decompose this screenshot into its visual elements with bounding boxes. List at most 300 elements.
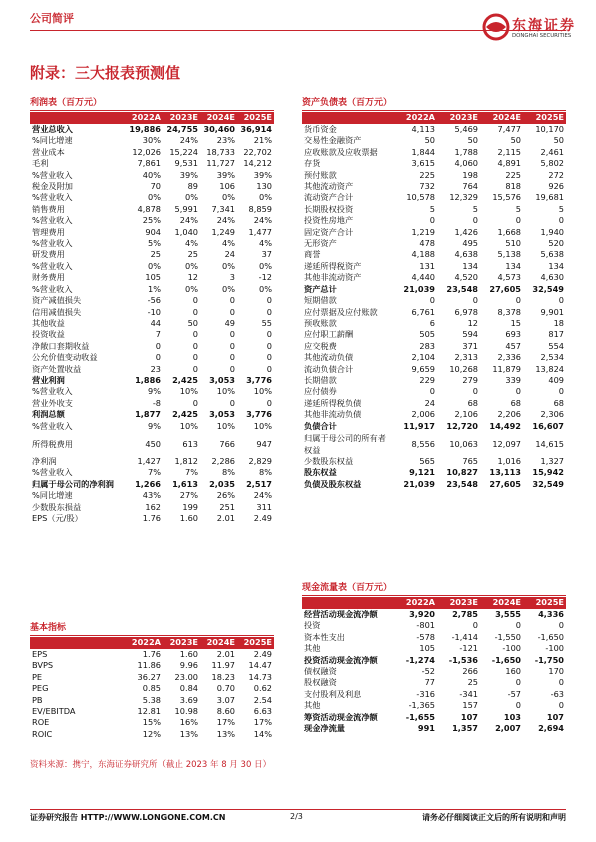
year-header-cell: 2022A [394,112,437,124]
value-cell: 0% [148,260,161,271]
value-cell: 0 [155,352,161,363]
value-cell: 0 [515,386,521,397]
value-cell: 4,520 [454,272,478,283]
value-cell: 0 [429,215,435,226]
table-header-row [302,597,566,609]
row-label: 投资活动现金流净额 [304,654,378,665]
table-row [302,467,566,478]
row-label: 支付股利及利息 [304,688,362,699]
value-cell: 23,548 [446,283,478,294]
row-label: 预收账款 [304,317,337,328]
table-row [302,677,566,688]
row-label: 研发费用 [32,249,65,260]
row-label: 其他非流动资产 [304,272,362,283]
value-cell: 8,859 [248,203,272,214]
value-cell: 3,615 [411,158,435,169]
table-row [30,204,274,215]
value-cell: 2,534 [540,352,564,363]
value-cell: 70 [150,181,161,192]
row-label: 资产减值损失 [32,295,82,306]
value-cell: 7,477 [497,124,521,134]
value-cell: 0 [229,363,235,374]
value-cell: 2.49 [253,513,272,523]
year-header-cell: 2024E [200,637,237,649]
value-cell: 12,097 [492,438,521,449]
value-cell: 2,461 [540,146,564,157]
value-cell: 818 [505,181,521,192]
company-logo [482,13,578,47]
table-row [302,421,566,432]
row-label: 资产总计 [304,283,337,294]
table-row [30,215,274,226]
row-label: 其他非流动负债 [304,409,362,420]
value-cell: 0 [429,386,435,397]
value-cell: 1,877 [135,409,161,420]
value-cell: 1.60 [179,649,198,659]
value-cell: 565 [419,455,435,466]
value-cell: 0 [515,620,521,631]
value-cell: 1.60 [179,513,198,523]
value-cell: -1,550 [494,631,521,642]
row-label: EV/EBITDA [32,706,76,717]
value-cell: 1,940 [540,226,564,237]
table-row [302,147,566,158]
value-cell: 24% [179,215,198,226]
value-cell: 10% [253,386,272,397]
balance-title-rule [302,110,566,111]
row-label: 税金及附加 [32,181,73,192]
table-row [30,329,274,340]
value-cell: 11.97 [211,660,235,671]
value-cell: 68 [553,397,564,408]
value-cell: 12,720 [446,420,478,431]
value-cell: 2,694 [538,723,564,734]
year-header-cell: 2022A [126,112,163,124]
row-label: 应收账款及应收票据 [304,146,378,157]
value-cell: 10% [179,386,198,397]
year-header-cell: 2024E [480,597,523,609]
value-cell: 1,668 [497,226,521,237]
value-cell: 0 [155,340,161,351]
row-label: 其他 [304,643,321,654]
row-label: %营业收入 [32,215,73,226]
table-row [302,192,566,203]
value-cell: 251 [219,501,235,512]
value-cell: 478 [419,238,435,249]
value-cell: 50 [187,317,198,328]
value-cell: 23.00 [174,671,198,682]
value-cell: 24% [253,215,272,226]
value-cell: 0.70 [216,683,235,694]
table-row [30,729,274,740]
value-cell: 4% [185,238,198,249]
footer-disclaimer: 请务必仔细阅读正文后的所有说明和声明 [422,813,566,822]
table-row [30,341,274,352]
value-cell: 11.86 [137,660,161,671]
value-cell: 409 [548,374,564,385]
value-cell: 229 [419,374,435,385]
value-cell: 10,578 [406,192,435,203]
table-row [30,135,274,146]
value-cell: 4,060 [454,158,478,169]
value-cell: 0 [472,620,478,631]
value-cell: 5 [515,203,521,214]
value-cell: 1.76 [142,649,161,659]
value-cell: 134 [548,260,564,271]
value-cell: 2,115 [497,146,521,157]
cashflow-title-rule [302,595,566,596]
value-cell: 3,776 [246,374,272,385]
row-label: 经营活动现金流净额 [304,609,378,619]
value-cell: 16,607 [532,420,564,431]
row-label: EPS [32,649,48,659]
value-cell: 0 [266,352,272,363]
value-cell: 2,206 [497,409,521,420]
row-label: BVPS [32,660,54,671]
table-row [30,318,274,329]
row-label: 其他流动资产 [304,181,354,192]
value-cell: 32,549 [532,283,564,294]
row-label: 资本性支出 [304,631,345,642]
table-row [302,170,566,181]
table-row [302,632,566,643]
value-cell: 311 [256,501,272,512]
value-cell: 2,313 [454,352,478,363]
value-cell: 4,336 [538,609,564,619]
value-cell: 554 [548,340,564,351]
table-row [30,717,274,728]
value-cell: 50 [467,135,478,146]
value-cell: 19,681 [535,192,564,203]
header-blank-cell [30,637,126,649]
indicators-title-rule [30,635,274,636]
value-cell: 7,341 [211,203,235,214]
row-label: ROE [32,717,50,728]
value-cell: 225 [505,169,521,180]
value-cell: 55 [261,317,272,328]
value-cell: 0% [259,260,272,271]
table-row [302,124,566,135]
value-cell: 4,878 [137,203,161,214]
row-label: PB [32,694,43,705]
value-cell: 613 [182,438,198,449]
income-statement-title: 利润表（百万元） [30,98,103,108]
value-cell: 0 [558,620,564,631]
value-cell: 24% [179,135,198,146]
year-header-cell: 2025E [523,597,566,609]
table-row [302,432,566,456]
table-row [30,502,274,513]
value-cell: 3,555 [495,609,521,619]
logo-text-cn: 东海证券 [512,18,576,34]
table-row [302,352,566,363]
value-cell: -1,274 [405,654,435,665]
value-cell: 21,039 [403,283,435,294]
year-header-cell: 2024E [480,112,523,124]
table-row [302,456,566,467]
row-label: %营业收入 [32,260,73,271]
value-cell: 0.84 [179,683,198,694]
row-label: 投资收益 [32,329,65,340]
value-cell: 50 [510,135,521,146]
value-cell: 2,785 [452,609,478,619]
row-label: %营业收入 [32,169,73,180]
value-cell: 1,249 [211,226,235,237]
value-cell: 50 [424,135,435,146]
value-cell: 10,827 [446,467,478,478]
logo-mark-icon [482,13,510,41]
year-header-cell: 2022A [394,597,437,609]
value-cell: -8 [152,397,161,408]
value-cell: 10,170 [535,124,564,134]
value-cell: 0% [148,192,161,203]
header-blank-cell [302,597,394,609]
value-cell: -1,414 [451,631,478,642]
value-cell: 50 [553,135,564,146]
value-cell: 4% [259,238,272,249]
value-cell: 0 [558,215,564,226]
value-cell: 10% [253,420,272,431]
value-cell: 18.23 [211,671,235,682]
row-label: 信用减值损失 [32,306,82,317]
value-cell: 5,469 [454,124,478,134]
value-cell: 5 [429,203,435,214]
value-cell: 25% [142,215,161,226]
value-cell: -10 [147,306,161,317]
value-cell: 24 [424,397,435,408]
footer-left: 证券研究报告 HTTP://WWW.LONGONE.COM.CN [30,813,226,822]
value-cell: 24,755 [166,124,198,134]
value-cell: 27% [179,490,198,501]
table-row [30,147,274,158]
value-cell: 594 [462,329,478,340]
table-row [302,158,566,169]
value-cell: -1,650 [491,654,521,665]
table-row [30,124,274,135]
row-label: 现金净流量 [304,723,345,734]
value-cell: 0% [185,283,198,294]
value-cell: 9.96 [179,660,198,671]
table-row [30,706,274,717]
row-label: %营业收入 [32,467,73,478]
table-row [30,421,274,432]
value-cell: 0 [558,386,564,397]
row-label: 短期借款 [304,295,337,306]
value-cell: 2,306 [540,409,564,420]
table-row [30,490,274,501]
table-row [30,672,274,683]
value-cell: 7,861 [137,158,161,169]
year-header-cell: 2023E [163,112,200,124]
table-row [302,318,566,329]
value-cell: 765 [462,455,478,466]
indicators-title: 基本指标 [30,623,67,633]
table-row [30,181,274,192]
value-cell: 0 [515,295,521,306]
value-cell: 17% [253,717,272,728]
value-cell: 1,357 [452,723,478,734]
value-cell: -1,365 [408,700,435,711]
value-cell: 21% [253,135,272,146]
table-row [30,170,274,181]
value-cell: 16% [179,717,198,728]
value-cell: 9% [148,420,161,431]
value-cell: 23 [150,363,161,374]
value-cell: 4,630 [540,272,564,283]
table-row [30,695,274,706]
value-cell: 991 [417,723,435,734]
row-label: 毛利 [32,158,49,169]
value-cell: 4% [222,238,235,249]
year-header-cell: 2023E [437,112,480,124]
value-cell: 817 [548,329,564,340]
value-cell: 2.49 [253,649,272,659]
table-row [302,341,566,352]
value-cell: 2,336 [497,352,521,363]
value-cell: 0 [192,295,198,306]
table-row [30,238,274,249]
table-row [30,409,274,420]
value-cell: 15,576 [492,192,521,203]
value-cell: 36,914 [240,124,272,134]
value-cell: 39% [179,169,198,180]
table-row [302,135,566,146]
value-cell: 3,776 [246,409,272,420]
value-cell: 4,638 [454,249,478,260]
table-row [30,467,274,478]
value-cell: 170 [548,666,564,677]
value-cell: 2,286 [211,455,235,466]
table-row [302,375,566,386]
value-cell: 0% [222,283,235,294]
value-cell: 18 [553,317,564,328]
value-cell: 103 [503,711,521,722]
value-cell: 2,425 [172,409,198,420]
value-cell: 7 [155,329,161,340]
value-cell: 0 [515,677,521,688]
table-row [30,660,274,671]
value-cell: 0 [229,352,235,363]
row-label: 净敞口套期收益 [32,340,90,351]
value-cell: -1,650 [537,631,564,642]
table-row [302,295,566,306]
value-cell: 25 [467,677,478,688]
value-cell: -1,655 [405,711,435,722]
value-cell: 0 [558,295,564,306]
table-row [30,272,274,283]
value-cell: 3,053 [209,374,235,385]
table-row [30,261,274,272]
value-cell: 24 [224,249,235,260]
value-cell: 24% [216,215,235,226]
table-row [30,249,274,260]
value-cell: 5 [558,203,564,214]
table-row [302,655,566,666]
row-label: 股权融资 [304,677,337,688]
table-row [30,364,274,375]
value-cell: 266 [462,666,478,677]
value-cell: 520 [548,238,564,249]
value-cell: 4,440 [411,272,435,283]
value-cell: 8,378 [497,306,521,317]
year-header-cell: 2023E [437,597,480,609]
value-cell: 0 [515,215,521,226]
value-cell: 15% [142,717,161,728]
table-row [302,215,566,226]
year-header-cell: 2025E [523,112,566,124]
value-cell: 0 [266,295,272,306]
row-label: 无形资产 [304,238,337,249]
value-cell: 13% [179,728,198,739]
row-label: 归属于母公司的净利润 [32,478,114,489]
row-label: %同比增速 [32,490,73,501]
value-cell: 0.85 [142,683,161,694]
value-cell: 1,427 [137,455,161,466]
value-cell: 37 [261,249,272,260]
row-label: 管理费用 [32,226,65,237]
table-row [302,666,566,677]
row-label: 净利润 [32,455,57,466]
row-label: 债权融资 [304,666,337,677]
row-label: %营业收入 [32,192,73,203]
value-cell: 8,556 [411,438,435,449]
value-cell: 2,106 [454,409,478,420]
value-cell: -52 [421,666,435,677]
value-cell: 1,844 [411,146,435,157]
value-cell: 11,917 [403,420,435,431]
value-cell: 505 [419,329,435,340]
table-row [302,204,566,215]
table-row [302,700,566,711]
value-cell: 105 [419,643,435,654]
value-cell: 1,040 [174,226,198,237]
value-cell: 107 [460,711,478,722]
row-label: %营业收入 [32,283,73,294]
value-cell: 5% [148,238,161,249]
value-cell: 947 [256,438,272,449]
value-cell: 0 [472,295,478,306]
income-statement-table [30,112,274,524]
value-cell: 339 [505,374,521,385]
row-label: 负债及股东权益 [304,478,362,489]
page-number: 2/3 [290,812,303,821]
value-cell: 14% [253,728,272,739]
year-header-cell: 2025E [237,112,274,124]
section-label: 公司简评 [30,12,74,25]
value-cell: 4,188 [411,249,435,260]
row-label: 存货 [304,158,321,169]
value-cell: 6,978 [454,306,478,317]
value-cell: 1,219 [411,226,435,237]
value-cell: 732 [419,181,435,192]
row-label: 筹资活动现金流净额 [304,711,378,722]
data-source-note: 资料来源：携宁，东海证券研究所（截止 2023 年 8 月 30 日） [30,760,272,770]
value-cell: 5,138 [497,249,521,260]
value-cell: 68 [467,397,478,408]
value-cell: 8% [259,467,272,478]
row-label: 长期股权投资 [304,203,354,214]
value-cell: 77 [424,677,435,688]
table-row [30,683,274,694]
row-label: 股东权益 [304,467,337,478]
value-cell: 22,702 [243,146,272,157]
value-cell: 13,824 [535,363,564,374]
value-cell: 2,517 [246,478,272,489]
value-cell: 15,942 [532,467,564,478]
value-cell: 0 [266,329,272,340]
row-label: 公允价值变动收益 [32,352,98,363]
value-cell: 1.76 [142,513,161,523]
